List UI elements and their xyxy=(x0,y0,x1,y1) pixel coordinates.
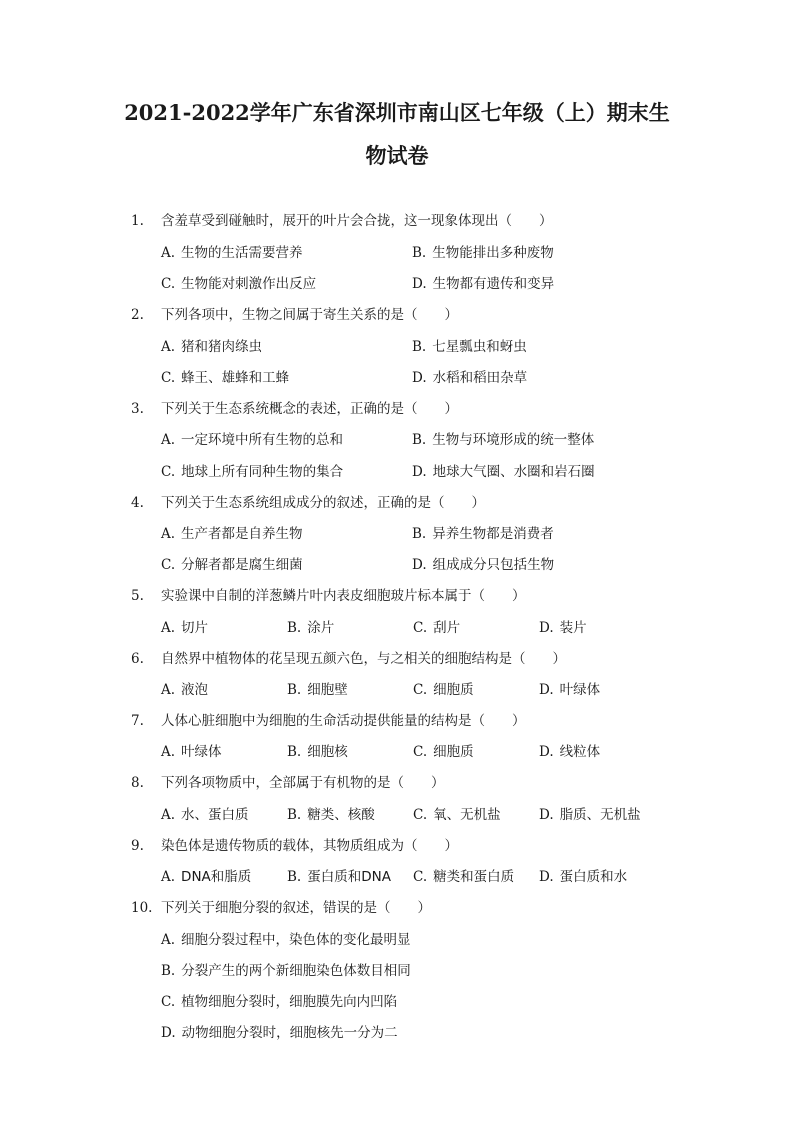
option-d xyxy=(161,1021,398,1045)
option-letter: C. xyxy=(161,464,176,480)
option-c xyxy=(161,272,316,296)
question-number: 3. xyxy=(131,401,144,417)
question-text: 实验课中自制的洋葱鳞片叶内表皮细胞玻片标本属于（ ） xyxy=(161,588,526,604)
option-text: 生物能排出多种废物 xyxy=(432,245,554,261)
option-text: 切片 xyxy=(181,620,209,636)
question-10 xyxy=(0,896,794,920)
document-title-line-1: 2021-2022学年广东省深圳市南山区七年级（上）期末生 xyxy=(124,100,670,125)
option-text: 一定环境中所有生物的总和 xyxy=(181,432,344,448)
option-letter: A. xyxy=(161,245,176,261)
option-a xyxy=(161,740,222,764)
question-text: 下列各项中，生物之间属于寄生关系的是（ ） xyxy=(161,307,458,323)
option-text: 水稻和稻田杂草 xyxy=(432,370,528,386)
option-d xyxy=(412,553,554,577)
option-letter: C. xyxy=(413,744,428,760)
option-letter: D. xyxy=(412,276,427,292)
option-a xyxy=(161,335,262,359)
option-c xyxy=(161,460,343,484)
option-text: 蛋白质和水 xyxy=(559,869,628,885)
option-letter: C. xyxy=(161,276,176,292)
option-b xyxy=(287,803,375,827)
option-b xyxy=(287,740,348,764)
option-a xyxy=(161,803,249,827)
option-c xyxy=(413,678,474,702)
question-text: 下列各项物质中，全部属于有机物的是（ ） xyxy=(161,775,445,791)
option-letter: C. xyxy=(413,620,428,636)
option-letter: A. xyxy=(161,432,176,448)
question-number: 2. xyxy=(131,307,144,323)
option-letter: B. xyxy=(412,339,427,355)
option-letter: C. xyxy=(413,807,428,823)
option-text: 地球上所有同种生物的集合 xyxy=(181,464,344,480)
question-number: 10. xyxy=(131,900,153,916)
option-text: 七星瓢虫和蚜虫 xyxy=(432,339,527,355)
option-c xyxy=(413,865,514,889)
option-b xyxy=(412,335,527,359)
option-letter: C. xyxy=(161,557,176,573)
option-c xyxy=(161,553,303,577)
option-d xyxy=(412,272,554,296)
option-letter: B. xyxy=(412,245,427,261)
option-letter: D. xyxy=(161,1025,176,1041)
option-text: 组成成分只包括生物 xyxy=(432,557,555,573)
option-letter: D. xyxy=(539,682,554,698)
question-number: 9. xyxy=(131,838,144,854)
question-number: 1. xyxy=(131,213,144,229)
option-text: 叶绿体 xyxy=(559,682,601,698)
option-letter: B. xyxy=(287,620,302,636)
question-3 xyxy=(0,397,794,421)
option-b xyxy=(412,428,594,452)
option-c xyxy=(161,366,289,390)
option-letter: B. xyxy=(161,963,176,979)
option-text: 生产者都是自养生物 xyxy=(181,526,303,542)
question-4 xyxy=(0,491,794,515)
option-b xyxy=(161,959,411,983)
option-a xyxy=(161,928,411,952)
option-text: 分裂产生的两个新细胞染色体数目相同 xyxy=(181,963,411,979)
option-letter: A. xyxy=(161,526,176,542)
option-b xyxy=(287,865,391,889)
question-2 xyxy=(0,303,794,327)
option-text: 氧、无机盐 xyxy=(433,807,501,823)
option-d xyxy=(412,366,527,390)
question-number: 4. xyxy=(131,495,144,511)
question-8 xyxy=(0,771,794,795)
option-b xyxy=(412,241,554,265)
option-b xyxy=(287,678,348,702)
question-6 xyxy=(0,647,794,671)
option-letter: B. xyxy=(287,682,302,698)
option-text: 植物细胞分裂时，细胞膜先向内凹陷 xyxy=(181,994,398,1010)
option-letter: A. xyxy=(161,339,176,355)
option-a xyxy=(161,522,303,546)
option-text: 脂质、无机盐 xyxy=(559,807,641,823)
option-d xyxy=(539,616,587,640)
option-text: 生物的生活需要营养 xyxy=(181,245,303,261)
option-letter: D. xyxy=(539,620,554,636)
option-letter: B. xyxy=(287,869,302,885)
question-9 xyxy=(0,834,794,858)
option-text: 细胞核 xyxy=(307,744,348,760)
document-title-line-2: 物试卷 xyxy=(365,143,429,168)
option-text: 液泡 xyxy=(181,682,209,698)
option-d xyxy=(539,803,641,827)
question-7 xyxy=(0,709,794,733)
question-number: 7. xyxy=(131,713,144,729)
question-text: 下列关于生态系统组成成分的叙述，正确的是（ ） xyxy=(161,495,485,511)
option-text: 线粒体 xyxy=(559,744,601,760)
option-d xyxy=(539,740,600,764)
option-text: 动物细胞分裂时，细胞核先一分为二 xyxy=(181,1025,398,1041)
option-letter: A. xyxy=(161,807,176,823)
option-c xyxy=(413,616,460,640)
option-c xyxy=(161,990,397,1014)
option-letter: B. xyxy=(412,432,427,448)
question-text: 含羞草受到碰触时，展开的叶片会合拢，这一现象体现出（ ） xyxy=(161,213,553,229)
option-letter: A. xyxy=(161,620,176,636)
question-text: 人体心脏细胞中为细胞的生命活动提供能量的结构是（ ） xyxy=(161,713,526,729)
option-text: DNA和脂质 xyxy=(181,869,252,885)
option-text: 涂片 xyxy=(307,620,335,636)
option-letter: A. xyxy=(161,869,176,885)
option-letter: C. xyxy=(413,682,428,698)
question-1 xyxy=(0,209,794,233)
option-letter: D. xyxy=(412,464,427,480)
option-letter: B. xyxy=(287,807,302,823)
question-number: 8. xyxy=(131,775,144,791)
option-text: 糖类、核酸 xyxy=(307,807,375,823)
question-text: 下列关于生态系统概念的表述，正确的是（ ） xyxy=(161,401,458,417)
option-d xyxy=(412,460,595,484)
option-a xyxy=(161,616,208,640)
option-a xyxy=(161,678,208,702)
option-text: 生物与环境形成的统一整体 xyxy=(432,432,595,448)
option-letter: A. xyxy=(161,682,176,698)
option-text: 蛋白质和DNA xyxy=(307,869,391,885)
option-letter: A. xyxy=(161,932,176,948)
option-a xyxy=(161,865,251,889)
option-text: 细胞壁 xyxy=(307,682,348,698)
option-d xyxy=(539,865,627,889)
option-letter: C. xyxy=(161,370,176,386)
option-text: 细胞质 xyxy=(433,744,474,760)
option-letter: C. xyxy=(161,994,176,1010)
question-5 xyxy=(0,584,794,608)
question-text: 自然界中植物体的花呈现五颜六色，与之相关的细胞结构是（ ） xyxy=(161,651,566,667)
option-c xyxy=(413,803,501,827)
option-letter: D. xyxy=(539,744,554,760)
question-text: 染色体是遗传物质的载体，其物质组成为（ ） xyxy=(161,838,458,854)
question-text: 下列关于细胞分裂的叙述，错误的是（ ） xyxy=(161,900,431,916)
option-text: 分解者都是腐生细菌 xyxy=(181,557,303,573)
option-text: 装片 xyxy=(559,620,587,636)
option-b xyxy=(287,616,334,640)
option-a xyxy=(161,428,343,452)
option-text: 水、蛋白质 xyxy=(181,807,249,823)
option-text: 地球大气圈、水圈和岩石圈 xyxy=(432,464,595,480)
option-text: 细胞质 xyxy=(433,682,474,698)
option-b xyxy=(412,522,554,546)
option-letter: D. xyxy=(539,807,554,823)
option-text: 异养生物都是消费者 xyxy=(432,526,554,542)
option-letter: B. xyxy=(412,526,427,542)
option-letter: D. xyxy=(412,557,427,573)
option-text: 生物能对刺激作出反应 xyxy=(181,276,317,292)
option-text: 刮片 xyxy=(433,620,461,636)
option-text: 叶绿体 xyxy=(181,744,222,760)
option-letter: D. xyxy=(539,869,554,885)
question-number: 6. xyxy=(131,651,144,667)
option-letter: D. xyxy=(412,370,427,386)
option-text: 蜂王、雄蜂和工蜂 xyxy=(181,370,290,386)
option-c xyxy=(413,740,474,764)
option-a xyxy=(161,241,303,265)
option-text: 细胞分裂过程中，染色体的变化最明显 xyxy=(181,932,411,948)
option-text: 生物都有遗传和变异 xyxy=(432,276,555,292)
option-letter: C. xyxy=(413,869,428,885)
option-letter: A. xyxy=(161,744,176,760)
option-text: 猪和猪肉绦虫 xyxy=(181,339,263,355)
option-letter: B. xyxy=(287,744,302,760)
option-text: 糖类和蛋白质 xyxy=(433,869,515,885)
question-number: 5. xyxy=(131,588,144,604)
option-d xyxy=(539,678,600,702)
